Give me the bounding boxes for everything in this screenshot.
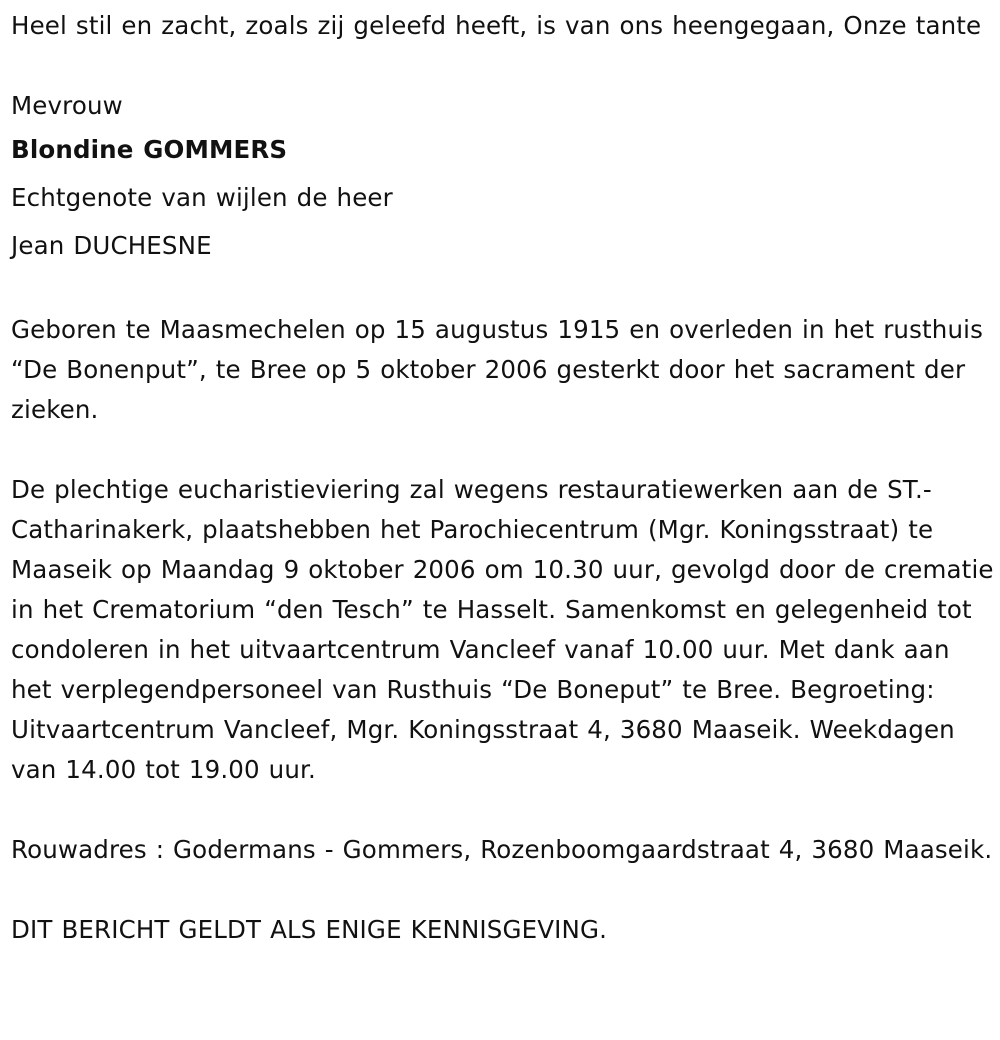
notice-text: DIT BERICHT GELDT ALS ENIGE KENNISGEVING.: [11, 915, 608, 944]
intro-text: Heel stil en zacht, zoals zij geleefd heeft, is van ons heengegaan, Onze tante: [11, 11, 982, 40]
deceased-name-text: Blondine GOMMERS: [11, 135, 288, 164]
spouse-label: Echtgenote van wijlen de heer: [11, 183, 393, 212]
spouse-name: Jean DUCHESNE: [11, 231, 212, 260]
spacer: [11, 870, 996, 910]
spacer: [11, 270, 996, 310]
ceremony-paragraph: De plechtige eucharistieviering zal wegens restauratiewerken aan de ST.-Catharinakerk, plaatshebben het Parochiecentrum (Mgr. Koningsstraat) te Maaseik op Maandag 9 oktober 2006 om 10.30 uur, gevolgd door de crematie in het Crematorium “den Tesch” te Hasselt. Samenkomst en gelegenheid tot condoleren in het uitvaartcentrum Vancleef vanaf 10.00 uur. Met dank aan het verplegendpersoneel van Rusthuis “De Boneput” te Bree. Begroeting: Uitvaartcentrum Vancleef, Mgr. Koningsstraat 4, 3680 Maaseik. Weekdagen van 14.00 tot 19.00 uur.: [11, 475, 994, 784]
spacer: [11, 790, 996, 830]
spacer: [11, 430, 996, 470]
salutation: Mevrouw: [11, 91, 123, 120]
mourning-address: Rouwadres : Godermans - Gommers, Rozenboomgaardstraat 4, 3680 Maaseik.: [11, 835, 993, 864]
spacer: [11, 46, 996, 86]
deceased-name: [11, 126, 996, 174]
obituary-document: [11, 6, 996, 950]
birth-death-paragraph: Geboren te Maasmechelen op 15 augustus 1915 en overleden in het rusthuis “De Bonenput”, te Bree op 5 oktober 2006 gesterkt door het sacrament der zieken.: [11, 315, 983, 424]
